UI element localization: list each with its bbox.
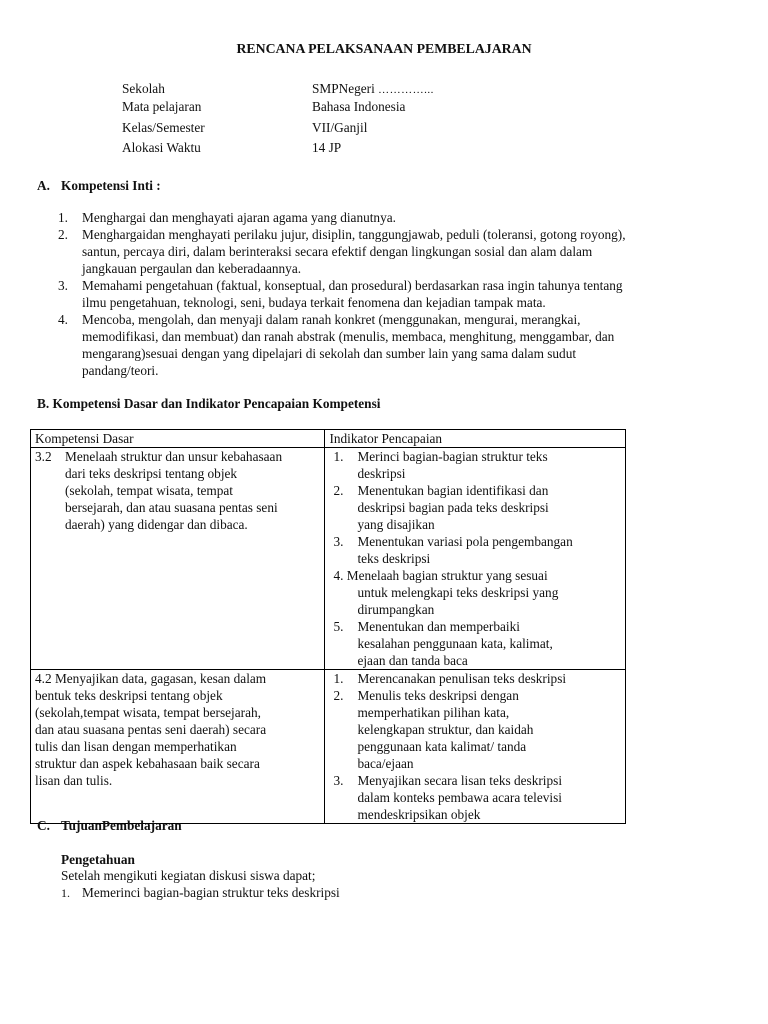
list-item-number: 1. [58,210,68,225]
indicator-number: 1. [333,671,344,686]
indicator-text: memperhatikan pilihan kata, [357,705,510,720]
indicator-text: ejaan dan tanda baca [357,653,468,668]
kd-line: bersejarah, dan atau suasana pentas seni [65,500,278,515]
list-item-text: santun, percaya diri, dalam berinteraksi secara efektif dengan lingkungan sosial dan alam dalam [82,244,593,259]
list-item-text: Menghargai dan menghayati ajaran agama yang dianutnya. [82,210,396,225]
list-item-text: memodifikasi, dan membuat) dan ranah abstrak (menulis, membaca, menghitung, menggambar, dan [82,329,615,344]
kd-cell [31,670,325,824]
indicator-item [329,670,621,687]
indicator-text: dirumpangkan [357,602,435,617]
list-item-number: 1. [61,886,70,900]
indicator-number: 4. [333,568,344,583]
section-c-heading [37,817,182,834]
section-a-title: Kompetensi Inti : [61,178,161,193]
indicator-item [329,482,621,533]
indicator-text: Menulis teks deskripsi dengan [357,688,519,703]
info-value-text: SMPNegeri [312,81,375,96]
kd-number: 3.2 [35,449,52,464]
indicator-item [329,567,621,618]
section-c-letter: C. [37,818,50,833]
info-value-mapel: Bahasa Indonesia [312,99,406,114]
table-header-kd: Kompetensi Dasar [31,430,325,448]
competency-table [30,429,626,824]
info-value-waktu: 14 JP [312,140,342,155]
table-header-row [31,430,626,448]
indicator-text: Menentukan bagian identifikasi dan [357,483,549,498]
info-label-mapel: Mata pelajaran [122,99,202,114]
section-b-title: Kompetensi Dasar dan Indikator Pencapaian Kompetensi [52,396,381,411]
indicator-item [329,448,621,482]
list-item-text: pandang/teori. [82,363,159,378]
indicator-text: Menelaah bagian struktur yang sesuai [346,568,548,583]
section-c-intro: Setelah mengikuti kegiatan diskusi siswa dapat; [61,868,316,883]
indicator-text: Merinci bagian-bagian struktur teks [357,449,548,464]
page-title: RENCANA PELAKSANAAN PEMBELAJARAN [236,41,532,56]
list-item-text: Menghargaidan menghayati perilaku jujur, disiplin, tanggungjawab, peduli (toleransi, gotong royong), [82,227,626,242]
kd-cell [31,448,325,670]
section-b-letter: B. [37,396,50,411]
kd-line [35,670,320,687]
kd-line: dan atau suasana pentas seni daerah) secara [35,722,267,737]
indicator-item [329,687,621,772]
indicator-text: Menentukan variasi pola pengembangan [357,534,573,549]
info-label-kelas: Kelas/Semester [122,120,205,135]
list-item-text: jangkauan pergaulan dan keberadaannya. [82,261,302,276]
list-item-text: Memerinci bagian-bagian struktur teks deskripsi [82,885,340,900]
list-item-number: 4. [58,312,68,327]
section-a-letter: A. [37,178,50,193]
indicator-number: 2. [333,483,344,498]
indicator-text: dalam konteks pembawa acara televisi [357,790,562,805]
kd-line: (sekolah,tempat wisata, tempat bersejarah, [35,705,261,720]
info-label-waktu: Alokasi Waktu [122,140,201,155]
indicator-number: 3. [333,534,344,549]
indicator-text: untuk melengkapi teks deskripsi yang [357,585,559,600]
indicator-number: 3. [333,773,344,788]
indicator-number: 5. [333,619,344,634]
list-item-text: Memahami pengetahuan (faktual, konseptual, dan prosedural) berdasarkan rasa ingin tahunya tentang [82,278,623,293]
indicator-cell [325,670,626,824]
info-value-sekolah [312,80,434,99]
indicator-text: kelengkapan struktur, dan kaidah [357,722,534,737]
info-label-sekolah: Sekolah [122,81,165,96]
indicator-text: Merencanakan penulisan teks deskripsi [357,671,567,686]
list-item-text: ilmu pengetahuan, teknologi, seni, budaya terkait fenomena dan kejadian tampak mata. [82,295,546,310]
info-value-kelas: VII/Ganjil [312,120,368,135]
indicator-text: baca/ejaan [357,756,414,771]
indicator-text: Menyajikan secara lisan teks deskripsi [357,773,563,788]
list-item-text: Mencoba, mengolah, dan menyaji dalam ranah konkret (menggunakan, mengurai, merangkai, [82,312,581,327]
info-value-dots: …………... [378,84,434,96]
section-a-heading [37,177,161,194]
kd-line: struktur dan aspek kebahasaan baik secara [35,756,260,771]
indicator-text: teks deskripsi [357,551,431,566]
indicator-item [329,533,621,567]
list-item-number: 3. [58,278,68,293]
kd-line [35,448,320,465]
indicator-text: deskripsi bagian pada teks deskripsi [357,500,549,515]
list-item-text: mengarang)sesuai dengan yang dipelajari di sekolah dan sumber lain yang sama dalam sudut [82,346,577,361]
indicator-text: penggunaan kata kalimat/ tanda [357,739,527,754]
kd-text: Menelaah struktur dan unsur kebahasaan [65,449,283,464]
kd-line: (sekolah, tempat wisata, tempat [65,483,234,498]
table-row [31,448,626,670]
indicator-cell [325,448,626,670]
indicator-number: 1. [333,449,344,464]
indicator-item [329,772,621,823]
section-c-title: TujuanPembelajaran [61,818,182,833]
kd-line: bentuk teks deskripsi tentang objek [35,688,223,703]
indicator-text: kesalahan penggunaan kata, kalimat, [357,636,553,651]
kd-line: dari teks deskripsi tentang objek [65,466,238,481]
indicator-number: 2. [333,688,344,703]
table-row [31,670,626,824]
kd-text: Menyajikan data, gagasan, kesan dalam [54,671,267,686]
table-header-indikator: Indikator Pencapaian [325,430,626,448]
indicator-item [329,618,621,669]
kd-number: 4.2 [35,671,52,686]
kd-line: daerah) yang didengar dan dibaca. [65,517,248,532]
section-b-heading [37,395,380,412]
indicator-text: Menentukan dan memperbaiki [357,619,520,634]
kd-line: lisan dan tulis. [35,773,113,788]
list-item-number: 2. [58,227,68,242]
indicator-text: mendeskripsikan objek [357,807,481,822]
kd-line: tulis dan lisan dengan memperhatikan [35,739,237,754]
indicator-text: deskripsi [357,466,406,481]
indicator-text: yang disajikan [357,517,435,532]
section-c-subheading: Pengetahuan [61,852,135,867]
